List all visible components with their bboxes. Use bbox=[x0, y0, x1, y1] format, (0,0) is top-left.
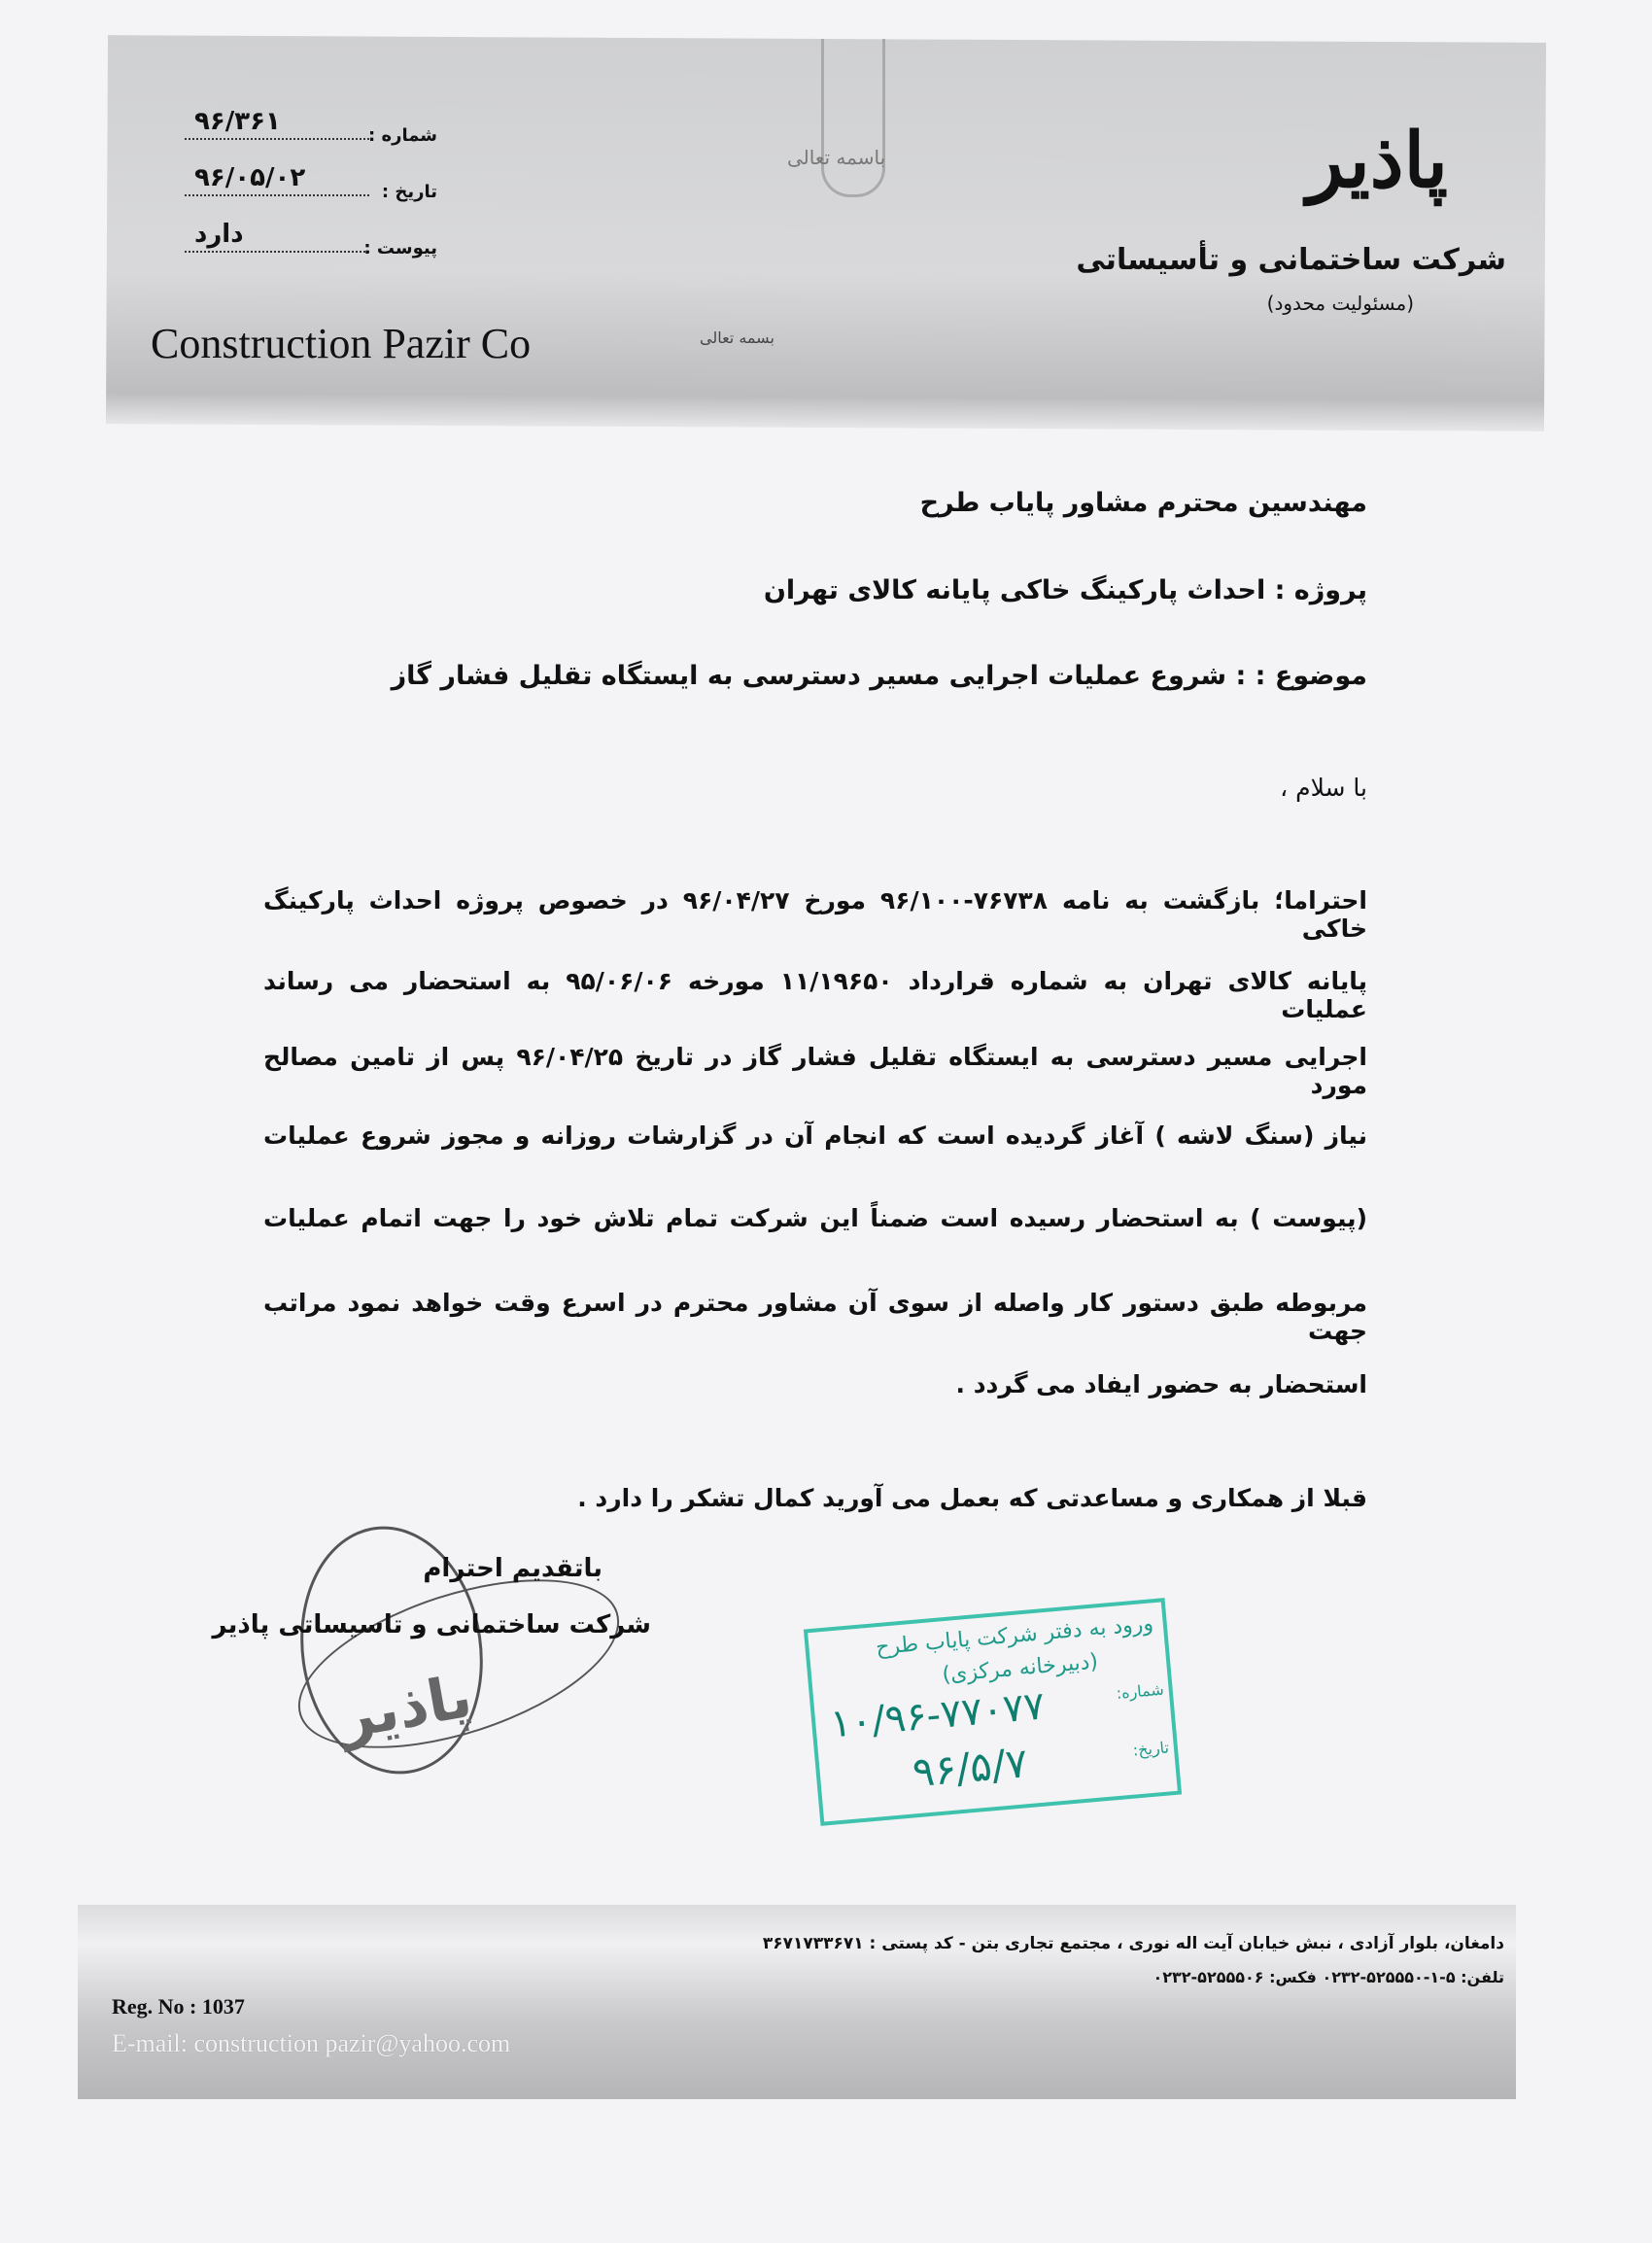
stamp-title: ورود به دفتر شرکت پایاب طرح bbox=[875, 1611, 1154, 1661]
paragraph-line: (پیوست ) به استحضار رسیده است ضمناً این شرکت تمام تلاش خود را جهت اتمام عملیات bbox=[263, 1204, 1367, 1232]
meta-date-value: ۹۶/۰۵/۰۲ bbox=[194, 163, 306, 192]
receipt-stamp bbox=[804, 1598, 1182, 1826]
meta-attachment bbox=[185, 220, 437, 259]
meta-date bbox=[185, 163, 437, 202]
bismillah: بسمه تعالی bbox=[700, 328, 774, 347]
footer-reg-no: Reg. No : 1037 bbox=[112, 1994, 245, 2019]
paragraph-line: مربوطه طبق دستور کار واصله از سوی آن مشاور محترم در اسرع وقت خواهد نمود مراتب جهت bbox=[263, 1289, 1367, 1345]
paragraph-line: پایانه کالای تهران به شماره قرارداد ۱۱/۱۹۶۵۰ مورخه ۹۵/۰۶/۰۶ به استحضار می رساند عملیات bbox=[263, 967, 1367, 1023]
paperclip-mark bbox=[821, 39, 885, 197]
stamp-number-value: ۱۰/۹۶-۷۷۰۷۷ bbox=[828, 1683, 1047, 1747]
project: پروژه : احداث پارکینگ خاکی پایانه کالای تهران bbox=[763, 575, 1367, 605]
stamp-date-value: ۹۶/۵/۷ bbox=[910, 1739, 1030, 1797]
meta-attachment-label: پیوست : bbox=[363, 238, 437, 259]
footer-phone: تلفن: ۵-۱-۵۲۵۵۵۰-۰۲۳۲ فکس: ۵۲۵۵۵۰۶-۰۲۳۲ bbox=[1153, 1968, 1504, 1986]
signer: شرکت ساختمانی و تاسیساتی پاذیر bbox=[212, 1610, 651, 1639]
meta-number bbox=[185, 107, 437, 146]
recipient: مهندسین محترم مشاور پایاب طرح bbox=[919, 488, 1367, 518]
paragraph-line: احتراما؛ بازگشت به نامه ۷۶۷۳۸-۹۶/۱۰۰ مورخ ۹۶/۰۴/۲۷ در خصوص پروژه احداث پارکینگ خاکی bbox=[263, 886, 1367, 943]
meta-date-label: تاریخ : bbox=[381, 182, 437, 202]
bismillah-top: باسمه تعالی bbox=[787, 146, 886, 169]
meta-dotted-line bbox=[185, 138, 369, 140]
company-name-fa: شرکت ساختمانی و تأسیساتی bbox=[1076, 243, 1506, 277]
signoff: باتقدیم احترام bbox=[423, 1554, 602, 1583]
meta-number-label: شماره : bbox=[368, 125, 437, 146]
footer-address: دامغان، بلوار آزادی ، نبش خیابان آیت اله نوری ، مجتمع تجاری بتن - کد پستی : ۳۶۷۱۷۳۳۶۷۱ bbox=[762, 1934, 1504, 1953]
stamp-number-label: شماره: bbox=[1115, 1679, 1165, 1703]
closing-line: قبلا از همکاری و مساعدتی که بعمل می آورید کمال تشکر را دارد . bbox=[577, 1484, 1367, 1512]
subject: موضوع : : شروع عملیات اجرایی مسیر دسترسی به ایستگاه تقلیل فشار گاز bbox=[391, 661, 1367, 691]
footer-email: E-mail: construction pazir@yahoo.com bbox=[112, 2029, 511, 2057]
paragraph-last-line: استحضار به حضور ایفاد می گردد . bbox=[955, 1370, 1367, 1398]
meta-number-value: ۹۶/۳۶۱ bbox=[194, 107, 281, 136]
paragraph-line: نیاز (سنگ لاشه ) آغاز گردیده است که انجام آن در گزارشات روزانه و مجوز شروع عملیات bbox=[263, 1122, 1367, 1150]
seal-text: پاذیر bbox=[334, 1662, 477, 1753]
stamp-subtitle: (دبیرخانه مرکزی) bbox=[941, 1649, 1100, 1688]
meta-dotted-line bbox=[185, 251, 369, 253]
meta-dotted-line bbox=[185, 194, 369, 196]
brand-logo-text: پاذیر bbox=[1307, 117, 1448, 205]
liability-note: (مسئولیت محدود) bbox=[1266, 292, 1414, 315]
salutation: با سلام ، bbox=[1280, 774, 1367, 802]
meta-attachment-value: دارد bbox=[194, 220, 244, 249]
company-name-en: Construction Pazir Co bbox=[151, 320, 532, 367]
stamp-date-label: تاریخ: bbox=[1131, 1738, 1170, 1760]
paragraph-line: اجرایی مسیر دسترسی به ایستگاه تقلیل فشار گاز در تاریخ ۹۶/۰۴/۲۵ پس از تامین مصالح مورد bbox=[263, 1043, 1367, 1099]
